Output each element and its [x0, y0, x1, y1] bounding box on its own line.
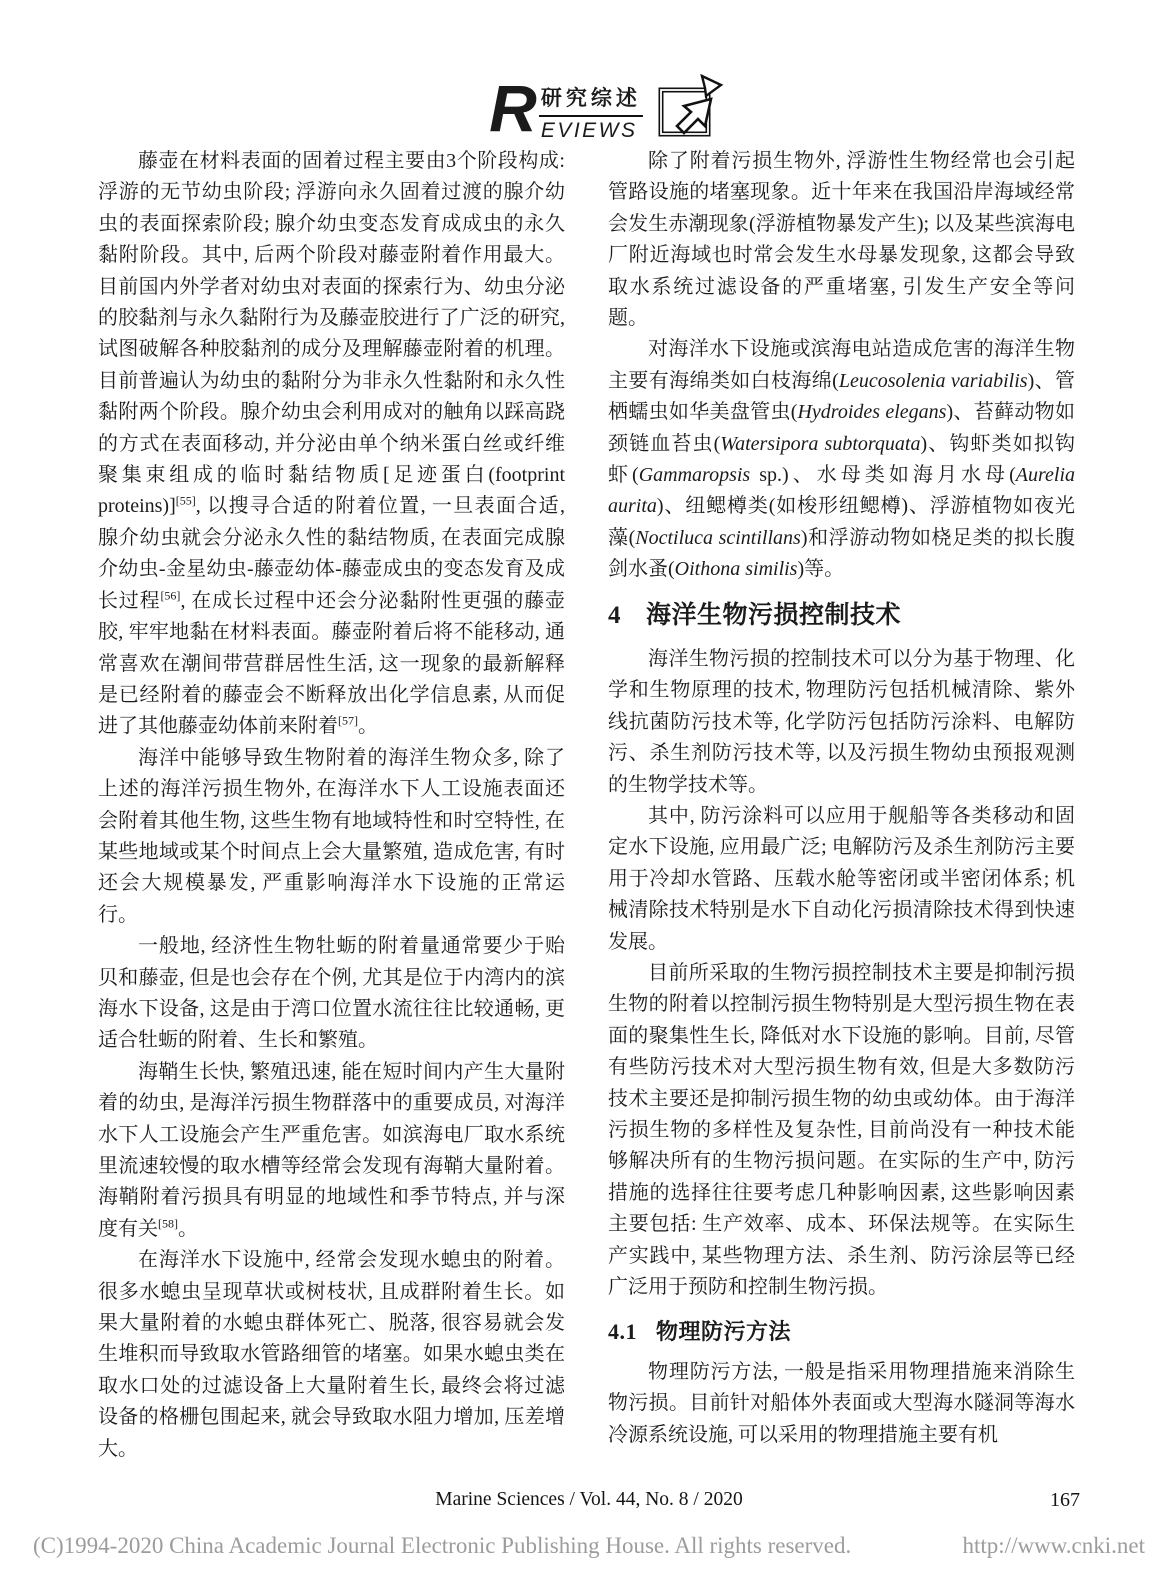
reviews-logo: [489, 71, 731, 145]
citation-superscript: [56]: [160, 588, 181, 603]
paragraph: 其中, 防污涂料可以应用于舰船等各类移动和固定水下设施, 应用最广泛; 电解防污及杀生剂防污主要用于冷却水管路、压载水舱等密闭或半密闭体系; 机械清除技术特别是水下自动化污损清除技术得到快速发展。: [608, 804, 1075, 953]
paragraph: 海洋生物污损的控制技术可以分为基于物理、化学和生物原理的技术, 物理防污包括机械清除、紫外线抗菌防污技术等, 化学防污包括防污涂料、电解防污、杀生剂防污技术等, 以及污损生物幼虫预报观测的生物学技术等。: [608, 647, 1075, 796]
left-column: [98, 146, 565, 1465]
species-latin-name: Aurelia aurita: [608, 464, 1075, 518]
paragraph: 一般地, 经济性生物牡蛎的附着量通常要少于贻贝和藤壶, 但是也会存在个例, 尤其是位于内湾内的滨海水下设备, 这是由于湾口位置水流往往比较通畅, 更适合牡蛎的附着、生长和繁殖。: [98, 935, 565, 1052]
paragraph: 除了附着污损生物外, 浮游性生物经常也会引起管路设施的堵塞现象。近十年来在我国沿岸海域经常会发生赤潮现象(浮游植物暴发产生); 以及某些滨海电厂附近海域也时常会发生水母暴发现象, 这都会导致取水系统过滤设备的严重堵塞, 引发生产安全等问题。: [608, 150, 1075, 330]
species-latin-name: Noctiluca scintillans: [635, 526, 801, 549]
page-footer: [98, 1489, 1080, 1511]
paragraph: 对海洋水下设施或滨海电站造成危害的海洋生物主要有海绵类如白枝海绵(Leucosolenia variabilis)、管栖蠕虫如华美盘管虫(Hydroides elegans)、苔藓动物如颈链血苔虫(Watersipora subtorquata)、钩虾类如拟钩虾(Gammaropsis sp.)、水母类如海月水母(Aurelia aurita)、纽鳃樽类(如梭形纽鳃樽)、浮游植物如夜光藻(Noctiluca scintillans)和浮游动物如桡足类的拟长腹剑水蚤(Oithona similis)等。: [608, 338, 1075, 581]
section-number: 4.1: [608, 1319, 637, 1345]
paragraph: 在海洋水下设施中, 经常会发现水螅虫的附着。很多水螅虫呈现草状或树枝状, 且成群附着生长。如果大量附着的水螅虫群体死亡、脱落, 很容易就会发生堆积而导致取水管路细管的堵塞。如果水螅虫类在取水口处的过滤设备上大量附着生长, 最终会将过滤设备的格栅包围起来, 就会导致取水阻力增加, 压差增大。: [98, 1249, 565, 1460]
species-latin-name: Hydroides elegans: [797, 401, 947, 424]
paragraph: 海鞘生长快, 繁殖迅速, 能在短时间内产生大量附着的幼虫, 是海洋污损生物群落中的重要成员, 对海洋水下人工设施会产生严重危害。如滨海电厂取水系统里流速较慢的取水槽等经常会发现有海鞘大量附着。海鞘附着污损具有明显的地域性和季节特点, 并与深度有关[58]。: [98, 1060, 565, 1240]
cnki-watermark: [33, 1533, 1145, 1559]
reviews-pages-arrows-icon: [653, 74, 731, 145]
citation-superscript: [57]: [338, 713, 358, 728]
citation-superscript: [58]: [158, 1216, 178, 1231]
logo-chinese-label: 研究综述: [539, 82, 643, 117]
paragraph: 藤壶在材料表面的固着过程主要由3个阶段构成: 浮游的无节幼虫阶段; 浮游向永久固着过渡的腺介幼虫的表面探索阶段; 腺介幼虫变态发育成成虫的永久黏附阶段。其中, 后两个阶段对藤壶附着作用最大。目前国内外学者对幼虫对表面的探索行为、幼虫分泌的胶黏剂与永久黏附行为及藤壶胶进行了广泛的研究, 试图破解各种胶黏剂的成分及理解藤壶附着的机理。目前普遍认为幼虫的黏附分为非永久性黏附和永久性黏附两个阶段。腺介幼虫会利用成对的触角以踩高跷的方式在表面移动, 并分泌由单个纳米蛋白丝或纤维聚集束组成的临时黏结物质[足迹蛋白(footprint proteins)][55], 以搜寻合适的附着位置, 一旦表面合适, 腺介幼虫就会分泌永久性的黏结物质, 在表面完成腺介幼虫-金星幼虫-藤壶幼体-藤壶成虫的变态发育及成长过程[56], 在成长过程中还会分泌黏附性更强的藤壶胶, 牢牢地黏在材料表面。藤壶附着后将不能移动, 通常喜欢在潮间带营群居性生活, 这一现象的最新解释是已经附着的藤壶会不断释放出化学信息素, 从而促进了其他藤壶幼体前来附着[57]。: [98, 150, 566, 738]
species-latin-name: Leucosolenia variabilis: [838, 369, 1028, 392]
section-title: 海洋生物污损控制技术: [646, 601, 902, 629]
journal-volume-line: Marine Sciences / Vol. 44, No. 8 / 2020: [435, 1489, 743, 1510]
species-latin-name: Oithona similis: [674, 558, 798, 581]
subsection-heading: [608, 1318, 1075, 1346]
logo-letter-r: R: [489, 71, 535, 145]
page-number: 167: [1050, 1489, 1080, 1511]
species-latin-name: Watersipora subtorquata: [720, 432, 921, 455]
paragraph: 海洋中能够导致生物附着的海洋生物众多, 除了上述的海洋污损生物外, 在海洋水下人工设施表面还会附着其他生物, 这些生物有地域特性和时空特性, 在某些地域或某个时间点上会大量繁殖, 造成危害, 有时还会大规模暴发, 严重影响海洋水下设施的正常运行。: [98, 746, 565, 926]
paragraph: 物理防污方法, 一般是指采用物理措施来消除生物污损。目前针对船体外表面或大型海水隧洞等海水冷源系统设施, 可以采用的物理措施主要有机: [608, 1360, 1075, 1446]
copyright-text: (C)1994-2020 China Academic Journal Electronic Publishing House. All rights reserved.: [33, 1533, 852, 1558]
journal-header: [0, 71, 1176, 145]
paragraph: 目前所采取的生物污损控制技术主要是抑制污损生物的附着以控制污损生物特别是大型污损生物在表面的聚集性生长, 降低对水下设施的影响。目前, 尽管有些防污技术对大型污损生物有效, 但是大多数防污技术主要还是抑制污损生物的幼虫或幼体。由于海洋污损生物的多样性及复杂性, 目前尚没有一种技术能够解决所有的生物污损问题。在实际的生产中, 防污措施的选择往往要考虑几种影响因素, 这些影响因素主要包括: 生产效率、成本、环保法规等。在实际生产实践中, 某些物理方法、杀生剂、防污涂层等已经广泛用于预防和控制生物污损。: [608, 962, 1075, 1299]
cnki-url: http://www.cnki.net: [962, 1533, 1145, 1558]
logo-text-block: [539, 82, 643, 143]
right-column: [608, 146, 1075, 1465]
species-latin-name: Gammaropsis: [638, 464, 751, 487]
citation-superscript: [55]: [175, 493, 196, 508]
logo-english-label: EVIEWS: [540, 119, 638, 142]
section-heading: [608, 600, 1075, 631]
section-title: 物理防污方法: [656, 1319, 792, 1345]
two-column-text: [98, 146, 1075, 1465]
section-number: 4: [608, 601, 621, 629]
